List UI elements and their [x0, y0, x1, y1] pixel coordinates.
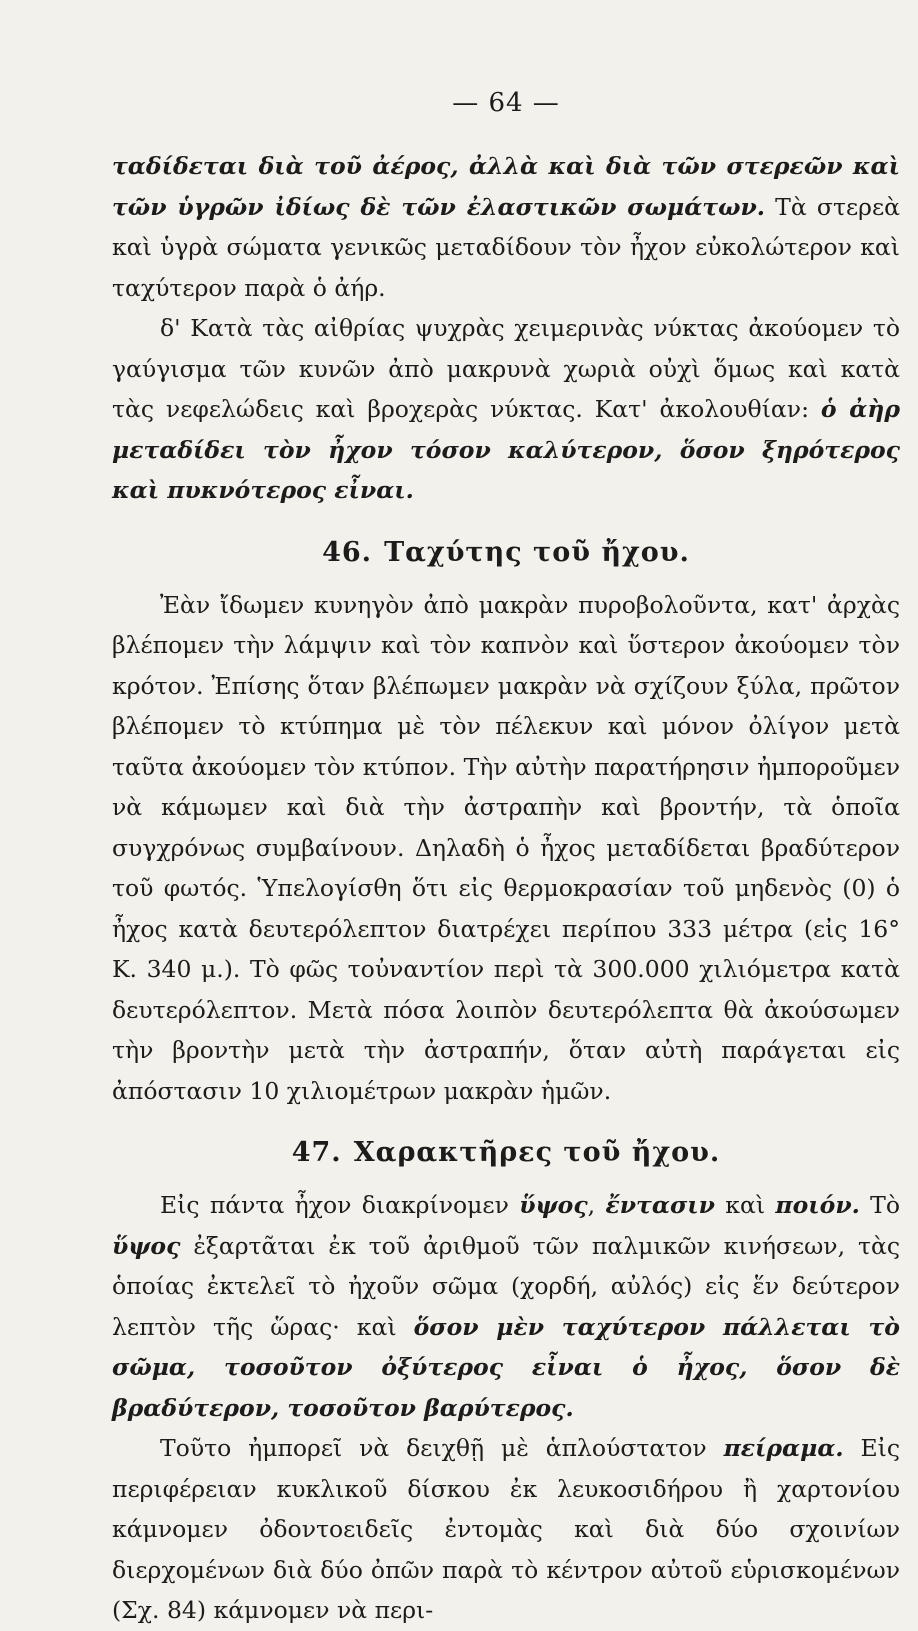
body-text: ἐξαρτᾶται ἐκ τοῦ ἀριθμοῦ τῶν παλμικῶν κινήσεων, τὰς ὁποίας ἐκτελεῖ τὸ ἠχοῦν σῶμα (χορδή, αὐλός) εἰς ἕν δεύτερον λεπτὸν τῆς ὥρας· καὶ	[112, 1231, 900, 1341]
body-text: Τὰ στερεὰ καὶ ὑγρὰ σώματα γενικῶς μεταδίδουν τὸν ἦχον εὐκολώτερον καὶ ταχύτερον παρὰ ὁ ἀήρ.	[112, 192, 901, 302]
emphasis-text: ὅσον μὲν ταχύτερον πάλλεται τὸ σῶμα, τοσοῦτον ὀξύτερος εἶναι ὁ ἦχος, ὅσον δὲ βραδύτερον, τοσοῦτον βαρύτερος.	[112, 1312, 900, 1422]
section-heading	[112, 531, 900, 575]
body-text: Εἰς περιφέρειαν κυκλικοῦ δίσκου ἐκ λευκοσιδήρου ἢ χαρτονίου κάμνομεν ὀδοντοειδεῖς ἐντομὰς καὶ διὰ δύο σχοινίων διερχομένων διὰ δύο ὀπῶν παρὰ τὸ κέντρον αὐτοῦ εὑρισκομένων (Σχ. 84) κάμνομεν νὰ περι-	[112, 1434, 900, 1624]
body-text: Ἐὰν ἴδωμεν κυνηγὸν ἀπὸ μακρὰν πυροβολοῦντα, κατ' ἀρχὰς βλέπομεν τὴν λάμψιν καὶ τὸν καπνὸν καὶ ὕστερον ἀκούομεν τὸν κρότον. Ἐπίσης ὅταν βλέπωμεν μακρὰν νὰ σχίζουν ξύλα, πρῶτον βλέπομεν τὸ κτύπημα μὲ τὸν πέλεκυν καὶ μόνον ὀλίγον μετὰ ταῦτα ἀκούομεν τὸν κτύπον. Τὴν αὐτὴν παρατήρησιν ἠμποροῦμεν νὰ κάμωμεν καὶ διὰ τὴν ἀστραπὴν καὶ βροντήν, τὰ ὁποῖα συγχρόνως συμβαίνουν. Δηλαδὴ ὁ ἦχος μεταδίδεται βραδύτερον τοῦ φωτός. Ὑπελογίσθη ὅτι εἰς θερμοκρασίαν τοῦ μηδενὸς (0) ὁ ἦχος κατὰ δευτερόλεπτον διατρέχει περίπου 333 μέτρα (εἰς 16° Κ. 340 μ.). Τὸ φῶς τοὐναντίον περὶ τὰ 300.000 χιλιόμετρα κατὰ δευτερόλεπτον. Μετὰ πόσα λοιπὸν δευτερόλεπτα θὰ ἀκούσωμεν τὴν βροντὴν μετὰ τὴν ἀστραπήν, ὅταν αὐτὴ παράγεται εἰς ἀπόστασιν 10 χιλιομέτρων μακρὰν ἡμῶν.	[112, 590, 900, 1105]
body-text: Τοῦτο ἠμπορεῖ νὰ δειχθῇ μὲ ἁπλούστατον	[160, 1434, 724, 1462]
page-number: — 64 —	[452, 88, 560, 118]
emphasis-text: ὕψος	[112, 1231, 181, 1260]
paragraph	[112, 585, 900, 1112]
emphasis-text: ἔντασιν	[605, 1191, 715, 1219]
paragraph	[112, 308, 900, 511]
body-text: δ' Κατὰ τὰς αἰθρίας ψυχρὰς χειμερινὰς νύκτας ἀκούομεν τὸ γαύγισμα τῶν κυνῶν ἀπὸ μακρυνὰ χωριὰ οὐχὶ ὅμως καὶ κατὰ τὰς νεφελώδεις καὶ βροχερὰς νύκτας. Κατ' ἀκολουθίαν:	[112, 314, 900, 423]
section-title: Ταχύτης τοῦ ἤχου.	[384, 536, 690, 568]
paragraph	[112, 1428, 900, 1631]
emphasis-text: ταδίδεται διὰ τοῦ ἀέρος, ἀλλὰ καὶ διὰ τῶν στερεῶν καὶ τῶν ὑγρῶν ἰδίως δὲ τῶν ἐλαστικῶν σωμάτων.	[112, 152, 900, 221]
body-text: Εἰς πάντα ἦχον διακρίνομεν	[160, 1191, 520, 1219]
emphasis-text: ποιόν.	[775, 1191, 860, 1219]
section-title: Χαρακτῆρες τοῦ ἤχου.	[353, 1137, 721, 1168]
section-number: 47.	[291, 1137, 342, 1168]
emphasis-text: ὁ ἀὴρ μεταδίδει τὸν ἦχον τόσον καλύτερον, ὅσον ξηρότερος καὶ πυκνότερος εἶναι.	[112, 395, 900, 504]
section-number: 46.	[322, 536, 373, 568]
paragraph	[112, 146, 900, 308]
emphasis-text: πείραμα.	[723, 1434, 844, 1462]
body-text: ,	[587, 1191, 606, 1219]
body-text: καὶ	[714, 1191, 776, 1219]
emphasis-text: ὕψος	[519, 1191, 588, 1219]
paragraph	[112, 1185, 900, 1428]
body-text: Τὸ	[859, 1191, 900, 1219]
section-heading	[112, 1131, 900, 1175]
